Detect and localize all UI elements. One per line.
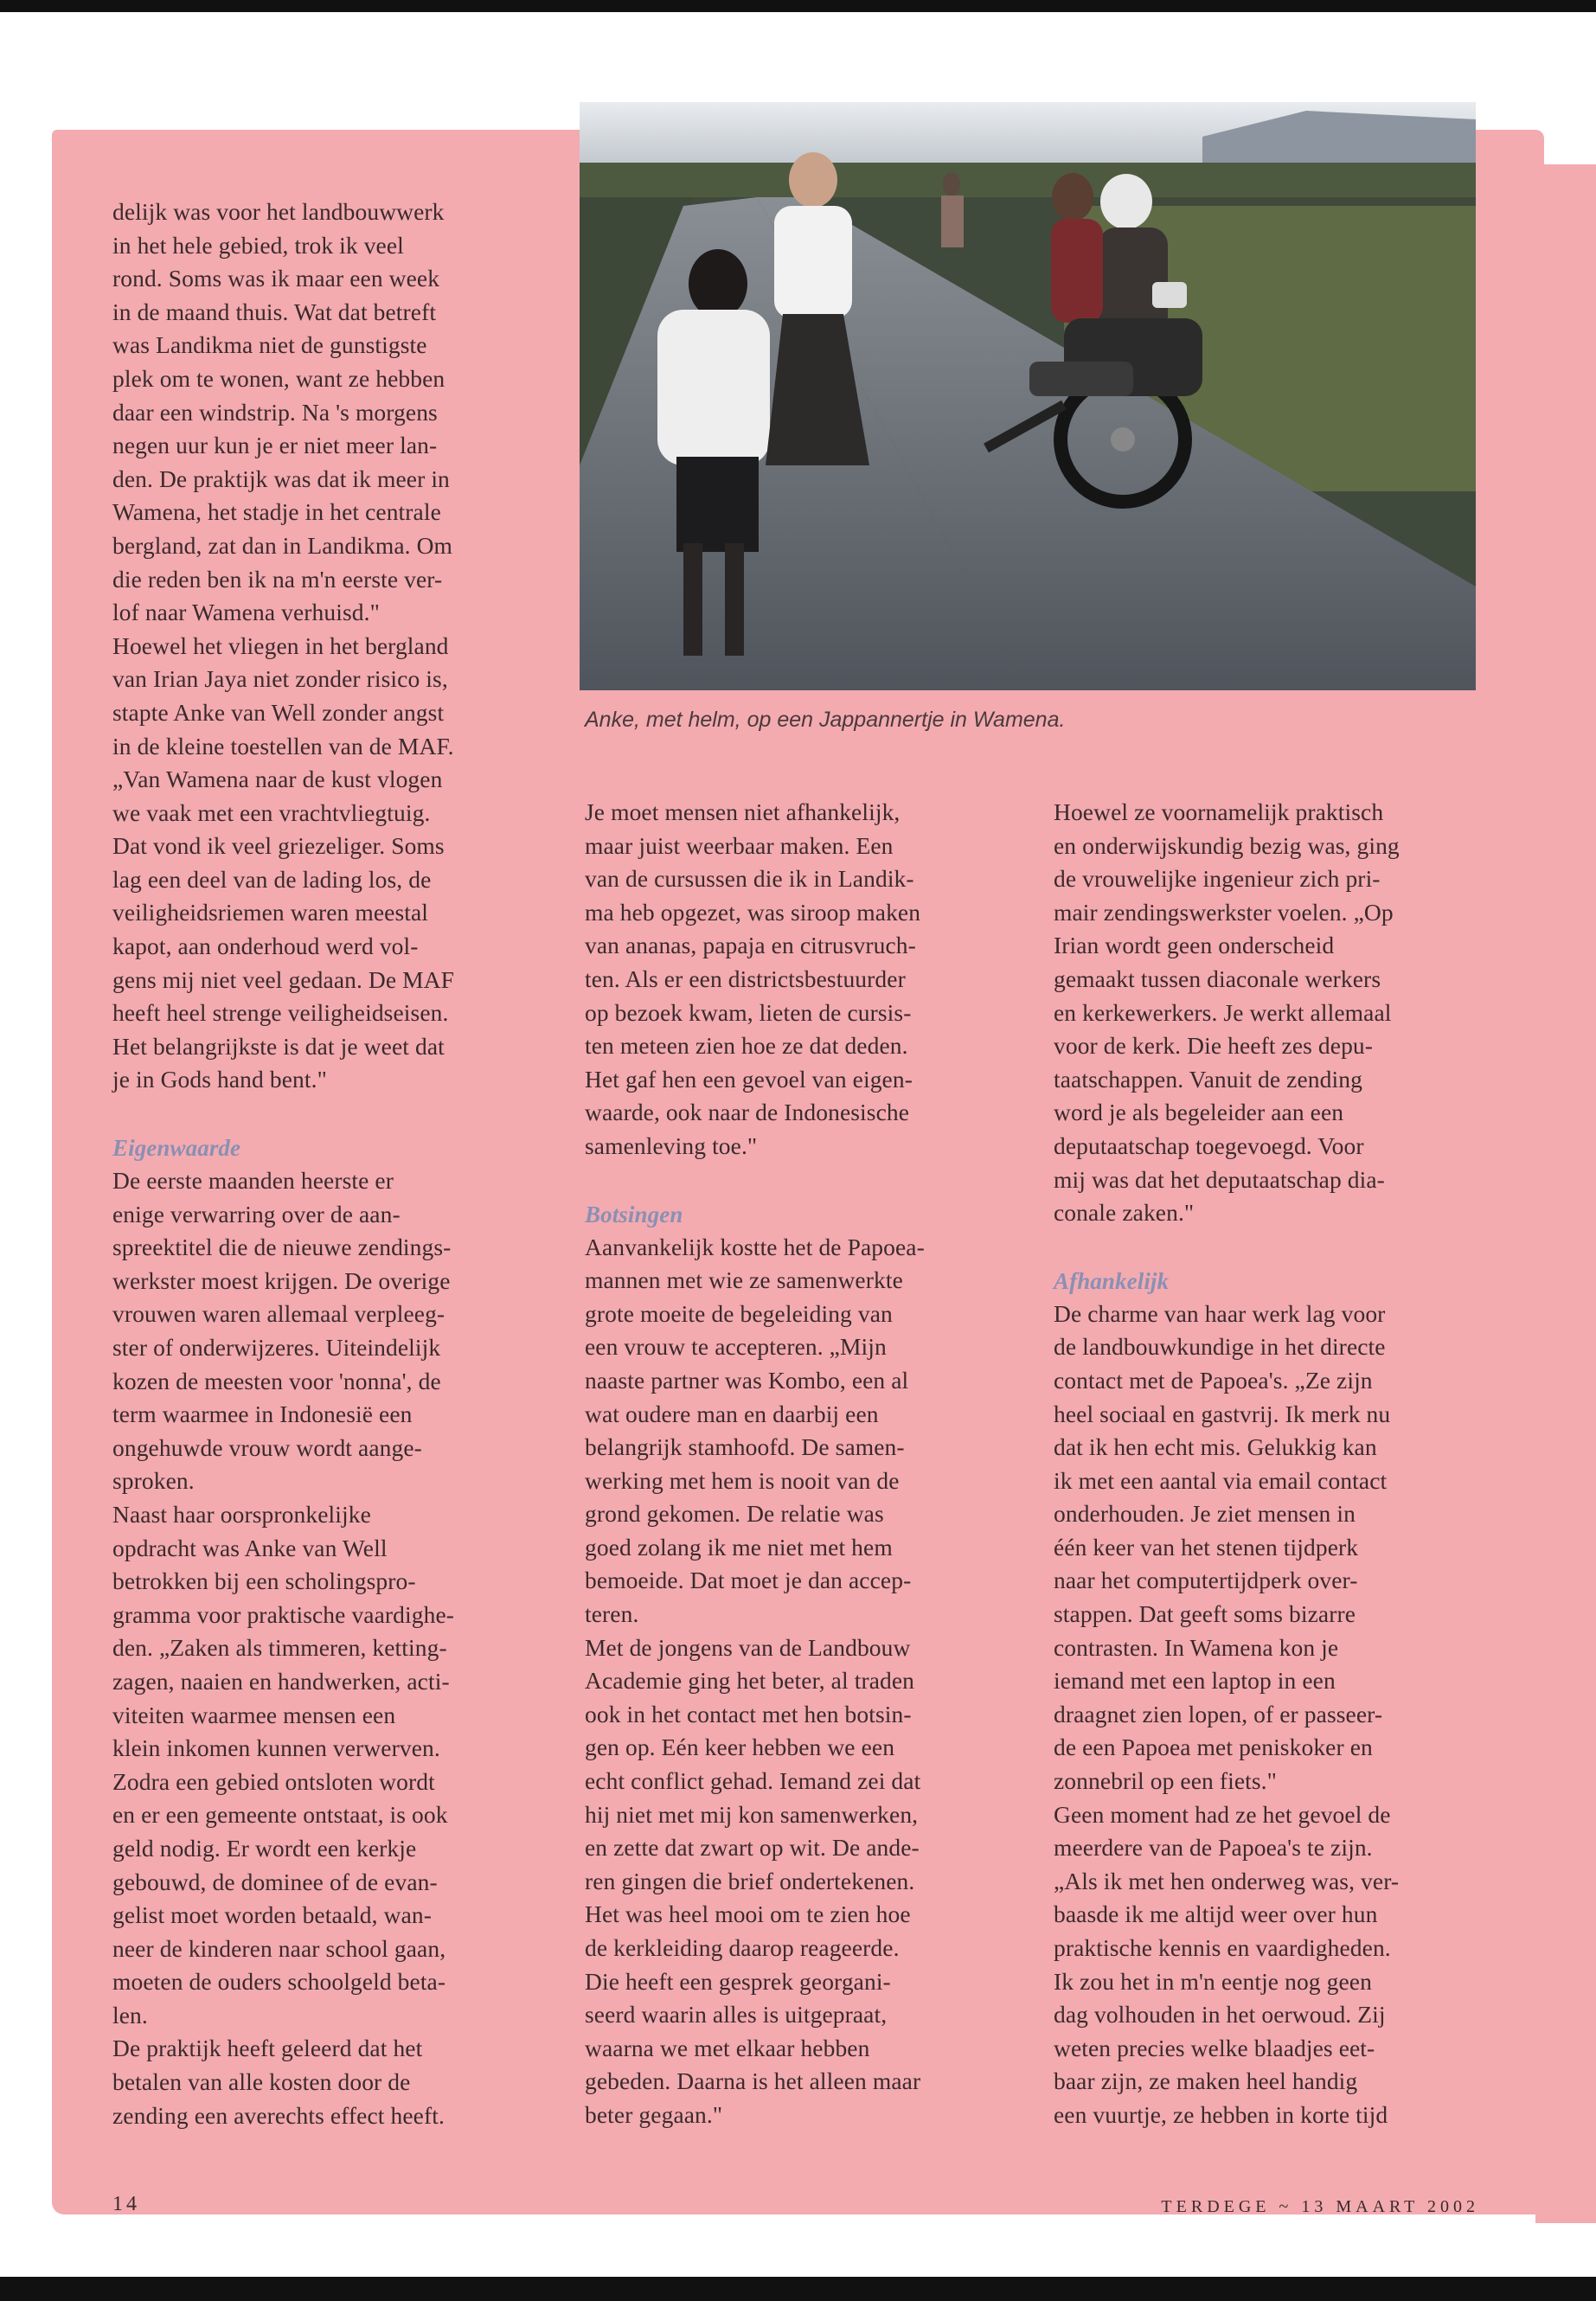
col2-line: mannen met wie ze samenwerkte [585,1266,903,1294]
col1-line: Hoewel het vliegen in het bergland [112,631,449,659]
col3-line: Irian wordt geen onderscheid [1054,932,1335,959]
section-heading-afhankelijk: Afhankelijk [1054,1267,1170,1294]
col1-line: Naast haar oorspronkelijke [112,1500,371,1528]
col3-line: heel sociaal en gastvrij. Ik merk nu [1054,1400,1391,1427]
col2-line: waarna we met elkaar hebben [585,2034,870,2061]
article-column-1 [112,195,545,2132]
col3-line: draagnet zien lopen, of er passeer- [1054,1700,1383,1727]
col2-line: gen op. Eén keer hebben we een [585,1734,895,1761]
col1-line: lof naar Wamena verhuisd." [112,599,380,626]
col2-line: grote moeite de begeleiding van [585,1299,893,1327]
col1-line: je in Gods hand bent." [112,1066,327,1093]
photo-motorcycle-road-icon [580,102,1476,690]
col1-line: viteiten waarmee mensen een [112,1701,396,1728]
article-column-2 [585,796,1017,2132]
paragraph-spacer [112,1097,545,1131]
col1-line: spreektitel die de nieuwe zendings- [112,1234,452,1261]
col3-line: de landbouwkundige in het directe [1054,1333,1386,1361]
col1-line: gramma voor praktische vaardighe- [112,1600,455,1628]
article-photo [580,102,1476,690]
col1-line: in de maand thuis. Wat dat betreft [112,298,437,325]
col1-line: stapte Anke van Well zonder angst [112,698,445,726]
col3-line: weten precies welke blaadjes eet- [1054,2034,1375,2061]
col1-line: opdracht was Anke van Well [112,1534,388,1561]
col1-line: zending een averechts effect heeft. [112,2101,445,2129]
col2-line: bemoeide. Dat moet je dan accep- [585,1567,912,1594]
col1-line: moeten de ouders schoolgeld beta- [112,1968,446,1996]
col3-line: contrasten. In Wamena kon je [1054,1633,1339,1661]
col2-line: op bezoek kwam, lieten de cursis- [585,998,912,1026]
col2-line: ren gingen die brief ondertekenen. [585,1867,915,1894]
col2-line: Je moet mensen niet afhankelijk, [585,798,901,825]
col3-line: en kerkewerkers. Je werkt allemaal [1054,998,1392,1026]
col1-line: werkster moest krijgen. De overige [112,1266,451,1294]
col1-line: betalen van alle kosten door de [112,2068,411,2096]
col2-line: Met de jongens van de Landbouw [585,1633,911,1661]
col1-line: rond. Soms was ik maar een week [112,265,440,292]
col2-line: echt conflict gehad. Iemand zei dat [585,1767,921,1795]
col1-line: in de kleine toestellen van de MAF. [112,732,454,760]
col2-line: ten meteen zien hoe ze dat deden. [585,1032,908,1060]
col1-line: Dat vond ik veel griezeliger. Soms [112,832,445,860]
col3-line: taatschappen. Vanuit de zending [1054,1065,1362,1093]
col2-line: grond gekomen. De relatie was [585,1500,884,1528]
col2-line: Academie ging het beter, al traden [585,1667,915,1695]
col3-line: mij was dat het deputaatschap dia- [1054,1165,1385,1193]
col2-line: seerd waarin alles is uitgepraat, [585,2001,888,2029]
col1-line: vrouwen waren allemaal verpleeg- [112,1300,445,1328]
col2-line: samenleving toe." [585,1131,758,1159]
col2-line: goed zolang ik me niet met hem [585,1533,893,1561]
col3-line: meerdere van de Papoea's te zijn. [1054,1834,1373,1862]
photo-caption: Anke, met helm, op een Jappannertje in Wamena. [585,708,1066,732]
col3-line: mair zendingswerkster voelen. „Op [1054,898,1394,926]
col2-line: Aanvankelijk kostte het de Papoea- [585,1233,925,1260]
col3-line: conale zaken." [1054,1199,1195,1227]
col1-line: zagen, naaien en handwerken, acti- [112,1667,450,1695]
col1-line: Het belangrijkste is dat je weet dat [112,1032,445,1060]
col1-line: en er een gemeente ontstaat, is ook [112,1801,448,1829]
page-number: 14 [112,2193,140,2215]
col3-line: een vuurtje, ze hebben in korte tijd [1054,2100,1388,2128]
col3-line: de een Papoea met peniskoker en [1054,1734,1373,1761]
col2-line: gebeden. Daarna is het alleen maar [585,2067,921,2095]
col1-line: kapot, aan onderhoud werd vol- [112,933,419,960]
col3-line: voor de kerk. Die heeft zes depu- [1054,1032,1374,1060]
col1-line: sproken. [112,1467,195,1495]
col2-line: en zette dat zwart op wit. De ande- [585,1834,920,1862]
col3-line: De charme van haar werk lag voor [1054,1299,1386,1327]
col3-line: zonnebril op een fiets." [1054,1767,1277,1795]
col1-line: ongehuwde vrouw wordt aange- [112,1433,422,1461]
col3-line: deputaatschap toegevoegd. Voor [1054,1131,1364,1159]
col1-line: Zodra een gebied ontsloten wordt [112,1767,435,1795]
col1-line: den. „Zaken als timmeren, ketting- [112,1634,447,1662]
col2-line: Het gaf hen een gevoel van eigen- [585,1065,913,1093]
col1-line: enige verwarring over de aan- [112,1200,401,1227]
col1-line: De praktijk heeft geleerd dat het [112,2035,423,2062]
col2-line: werking met hem is nooit van de [585,1466,900,1494]
col3-line: Geen moment had ze het gevoel de [1054,1800,1391,1828]
col3-line: word je als begeleider aan een [1054,1099,1344,1126]
col3-line: gemaakt tussen diaconale werkers [1054,965,1381,992]
col3-line: Hoewel ze voornamelijk praktisch [1054,798,1384,825]
col2-line: een vrouw te accepteren. „Mijn [585,1333,887,1361]
col2-line: van de cursussen die ik in Landik- [585,865,914,893]
col3-line: Ik zou het in m'n eentje nog geen [1054,1967,1372,1995]
col2-line: naaste partner was Kombo, een al [585,1366,909,1394]
section-heading-eigenwaarde: Eigenwaarde [112,1135,241,1162]
col1-line: veiligheidsriemen waren meestal [112,899,429,926]
col3-line: stappen. Dat geeft soms bizarre [1054,1600,1356,1628]
col3-line: contact met de Papoea's. „Ze zijn [1054,1366,1373,1394]
paragraph-spacer [1054,1230,1486,1265]
col3-line: iemand met een laptop in een [1054,1667,1336,1695]
col3-line: „Als ik met hen onderweg was, ver- [1054,1867,1400,1894]
col1-line: bergland, zat dan in Landikma. Om [112,531,453,559]
col1-line: gelist moet worden betaald, wan- [112,1901,432,1929]
col2-line: waarde, ook naar de Indonesische [585,1099,910,1126]
col2-line: ook in het contact met hen botsin- [585,1700,912,1727]
col3-line: dag volhouden in het oerwoud. Zij [1054,2001,1386,2029]
section-heading-botsingen: Botsingen [585,1201,683,1227]
col1-line: ster of onderwijzeres. Uiteindelijk [112,1334,441,1361]
col2-line: maar juist weerbaar maken. Een [585,831,894,859]
col3-line: één keer van het stenen tijdperk [1054,1533,1359,1561]
publication-info: TERDEGE ~ 13 MAART 2002 [1161,2197,1479,2216]
col1-line: die reden ben ik na m'n eerste ver- [112,565,443,593]
col2-line: van ananas, papaja en citrusvruch- [585,932,916,959]
col1-line: in het hele gebied, trok ik veel [112,231,404,259]
pink-background-edge [1535,164,1596,2223]
col1-line: „Van Wamena naar de kust vlogen [112,766,443,793]
col1-line: daar een windstrip. Na 's morgens [112,398,438,426]
col2-line: Die heeft een gesprek georgani- [585,1967,891,1995]
col3-line: en onderwijskundig bezig was, ging [1054,831,1400,859]
col2-line: ma heb opgezet, was siroop maken [585,898,921,926]
col3-line: de vrouwelijke ingenieur zich pri- [1054,865,1381,893]
col2-line: hij niet met mij kon samenwerken, [585,1800,919,1828]
col2-line: ten. Als er een districtsbestuurder [585,965,906,992]
col3-line: onderhouden. Je ziet mensen in [1054,1500,1356,1528]
col1-line: geld nodig. Er wordt een kerkje [112,1834,417,1862]
paragraph-spacer [585,1163,1017,1198]
col1-line: plek om te wonen, want ze hebben [112,364,445,392]
col1-line: Wamena, het stadje in het centrale [112,498,441,526]
col1-line: neer de kinderen naar school gaan, [112,1934,446,1962]
col2-line: teren. [585,1600,639,1628]
col2-line: Het was heel mooi om te zien hoe [585,1900,911,1928]
col3-line: praktische kennis en vaardigheden. [1054,1934,1391,1961]
col1-line: De eerste maanden heerste er [112,1167,394,1195]
col2-line: beter gegaan." [585,2100,723,2128]
col1-line: gens mij niet veel gedaan. De MAF [112,965,455,993]
col3-line: baasde ik me altijd weer over hun [1054,1900,1378,1928]
col1-line: klein inkomen kunnen verwerven. [112,1734,440,1762]
col1-line: was Landikma niet de gunstigste [112,331,427,359]
col1-line: gebouwd, de dominee of de evan- [112,1868,438,1895]
article-column-3 [1054,796,1486,2132]
col1-line: we vaak met een vrachtvliegtuig. [112,798,431,826]
col3-line: dat ik hen echt mis. Gelukkig kan [1054,1433,1377,1461]
col1-line: delijk was voor het landbouwwerk [112,198,445,225]
col1-line: kozen de meesten voor 'nonna', de [112,1367,441,1394]
col2-line: wat oudere man en daarbij een [585,1400,879,1427]
col3-line: ik met een aantal via email contact [1054,1466,1388,1494]
col1-line: lag een deel van de lading los, de [112,865,432,893]
col1-line: heeft heel strenge veiligheidseisen. [112,999,449,1027]
col1-line: term waarmee in Indonesië een [112,1400,413,1428]
col2-line: de kerkleiding daarop reageerde. [585,1934,900,1961]
bottom-border [0,2277,1596,2301]
col1-line: betrokken bij een scholingspro- [112,1567,416,1595]
col3-line: naar het computertijdperk over- [1054,1567,1358,1594]
top-border [0,0,1596,12]
col2-line: belangrijk stamhoofd. De samen- [585,1433,905,1461]
col1-line: negen uur kun je er niet meer lan- [112,432,438,459]
col1-line: den. De praktijk was dat ik meer in [112,465,450,492]
col1-line: len. [112,2001,148,2029]
col3-line: baar zijn, ze maken heel handig [1054,2067,1358,2095]
col1-line: van Irian Jaya niet zonder risico is, [112,665,448,693]
